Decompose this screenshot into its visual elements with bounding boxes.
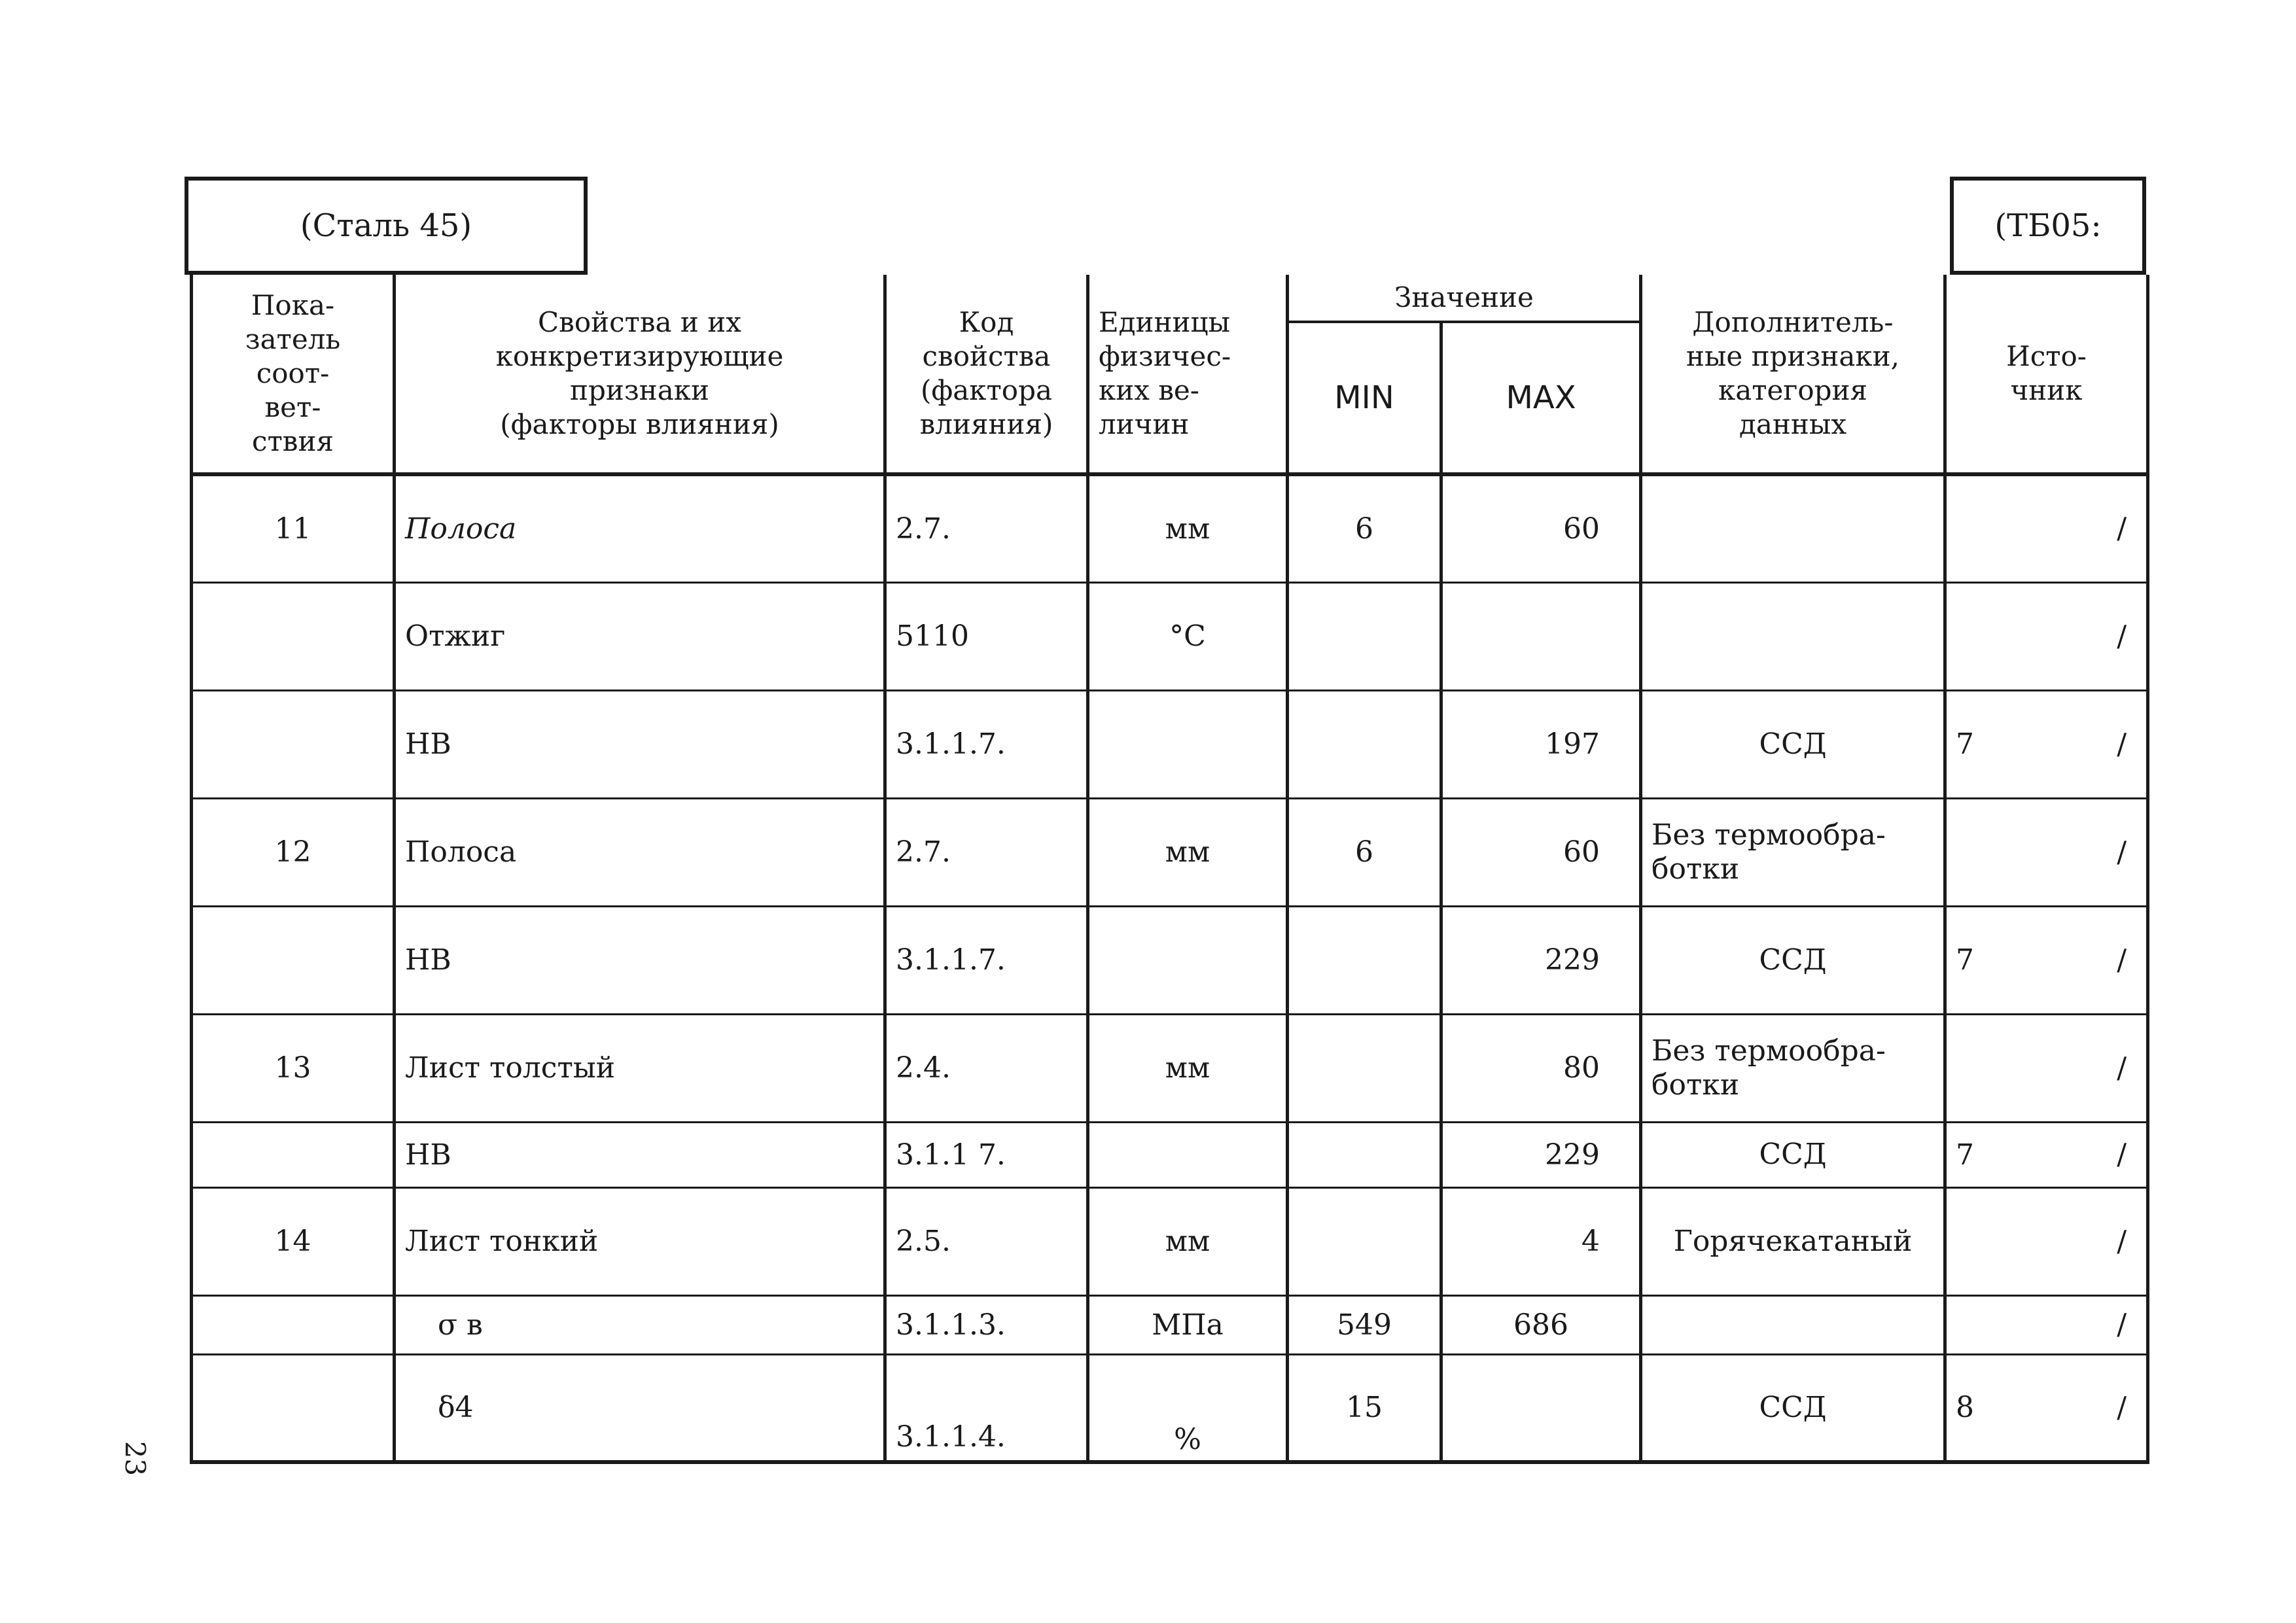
properties-table-container (190, 275, 2146, 1464)
col-header-indicator: Пока- затель соот- вет- ствия (192, 275, 395, 474)
cell-max: 60 (1441, 798, 1641, 906)
table-row (192, 1122, 2148, 1187)
cell-source: / (1945, 798, 2148, 906)
cell-code: 3.1.1 7. (885, 1122, 1088, 1187)
cell-source: 7 / (1945, 906, 2148, 1014)
cell-code: 2.4. (885, 1014, 1088, 1122)
cell-indicator: 12 (192, 798, 395, 906)
cell-source: 7 / (1945, 1122, 2148, 1187)
col-header-units: Единицы физичес- ких ве- личин (1088, 275, 1288, 474)
cell-indicator (192, 1122, 395, 1187)
table-row (192, 474, 2148, 582)
table-row (192, 690, 2148, 798)
cell-extra: ССД (1641, 690, 1945, 798)
col-header-min: MIN (1288, 322, 1441, 474)
properties-table (190, 275, 2149, 1464)
cell-min: 6 (1288, 474, 1441, 582)
cell-extra: Без термообра- ботки (1641, 1014, 1945, 1122)
cell-code: 2.5. (885, 1187, 1088, 1295)
cell-min (1288, 1187, 1441, 1295)
cell-property: Лист тонкий (395, 1187, 885, 1295)
cell-code: 3.1.1.7. (885, 690, 1088, 798)
cell-max: 686 (1441, 1295, 1641, 1354)
cell-code: 5110 (885, 582, 1088, 690)
cell-source: / (1945, 1295, 2148, 1354)
table-row (192, 906, 2148, 1014)
cell-property: σ в (395, 1295, 885, 1354)
table-code-tag: (ТБ05: (1950, 177, 2146, 275)
cell-code: 3.1.1.3. (885, 1295, 1088, 1354)
cell-min (1288, 690, 1441, 798)
cell-indicator (192, 582, 395, 690)
cell-property: НВ (395, 906, 885, 1014)
table-header (192, 275, 2148, 474)
cell-code: 3.1.1.4. (885, 1354, 1088, 1462)
cell-code: 3.1.1.7. (885, 906, 1088, 1014)
cell-min (1288, 906, 1441, 1014)
cell-indicator: 14 (192, 1187, 395, 1295)
cell-units: мм (1088, 474, 1288, 582)
col-header-extra: Дополнитель- ные признаки, категория данных (1641, 275, 1945, 474)
cell-indicator (192, 1295, 395, 1354)
cell-source: / (1945, 1014, 2148, 1122)
table-row (192, 582, 2148, 690)
cell-property: Полоса (395, 474, 885, 582)
cell-code: 2.7. (885, 474, 1088, 582)
cell-min (1288, 582, 1441, 690)
cell-max (1441, 1354, 1641, 1462)
cell-extra: Горячекатаный (1641, 1187, 1945, 1295)
cell-extra (1641, 582, 1945, 690)
table-row (192, 1187, 2148, 1295)
table-row (192, 1354, 2148, 1462)
cell-min (1288, 1122, 1441, 1187)
cell-units: мм (1088, 798, 1288, 906)
page-number: 23 (119, 1440, 152, 1476)
cell-property: Полоса (395, 798, 885, 906)
cell-max: 229 (1441, 906, 1641, 1014)
cell-property: Лист толстый (395, 1014, 885, 1122)
table-row (192, 1014, 2148, 1122)
table-body (192, 474, 2148, 1462)
cell-units: МПа (1088, 1295, 1288, 1354)
cell-property: Отжиг (395, 582, 885, 690)
cell-min (1288, 1014, 1441, 1122)
cell-source: 8 / (1945, 1354, 2148, 1462)
cell-property: НВ (395, 1122, 885, 1187)
material-tag: (Сталь 45) (185, 177, 588, 275)
cell-indicator (192, 1354, 395, 1462)
cell-source: 7 / (1945, 690, 2148, 798)
cell-units (1088, 1122, 1288, 1187)
col-header-property: Свойства и их конкретизирующие признаки (факторы влияния) (395, 275, 885, 474)
col-header-source: Исто- чник (1945, 275, 2148, 474)
cell-property: НВ (395, 690, 885, 798)
cell-max (1441, 582, 1641, 690)
cell-units: % (1088, 1354, 1288, 1462)
cell-max: 197 (1441, 690, 1641, 798)
cell-units (1088, 690, 1288, 798)
cell-source: / (1945, 474, 2148, 582)
cell-max: 229 (1441, 1122, 1641, 1187)
cell-units: мм (1088, 1014, 1288, 1122)
cell-min: 549 (1288, 1295, 1441, 1354)
cell-extra (1641, 474, 1945, 582)
cell-indicator: 11 (192, 474, 395, 582)
col-header-value-group: Значение (1288, 275, 1641, 322)
cell-min: 15 (1288, 1354, 1441, 1462)
cell-extra: ССД (1641, 1122, 1945, 1187)
cell-units (1088, 906, 1288, 1014)
table-row (192, 798, 2148, 906)
cell-indicator (192, 690, 395, 798)
cell-code: 2.7. (885, 798, 1088, 906)
cell-units: мм (1088, 1187, 1288, 1295)
cell-property: δ4 (395, 1354, 885, 1462)
cell-units: °С (1088, 582, 1288, 690)
cell-max: 80 (1441, 1014, 1641, 1122)
cell-extra: ССД (1641, 1354, 1945, 1462)
col-header-max: MAX (1441, 322, 1641, 474)
table-row (192, 1295, 2148, 1354)
col-header-code: Код свойства (фактора влияния) (885, 275, 1088, 474)
cell-max: 4 (1441, 1187, 1641, 1295)
cell-indicator: 13 (192, 1014, 395, 1122)
cell-max: 60 (1441, 474, 1641, 582)
cell-source: / (1945, 582, 2148, 690)
cell-extra (1641, 1295, 1945, 1354)
cell-indicator (192, 906, 395, 1014)
cell-min: 6 (1288, 798, 1441, 906)
cell-source: / (1945, 1187, 2148, 1295)
cell-extra: ССД (1641, 906, 1945, 1014)
cell-extra: Без термообра- ботки (1641, 798, 1945, 906)
